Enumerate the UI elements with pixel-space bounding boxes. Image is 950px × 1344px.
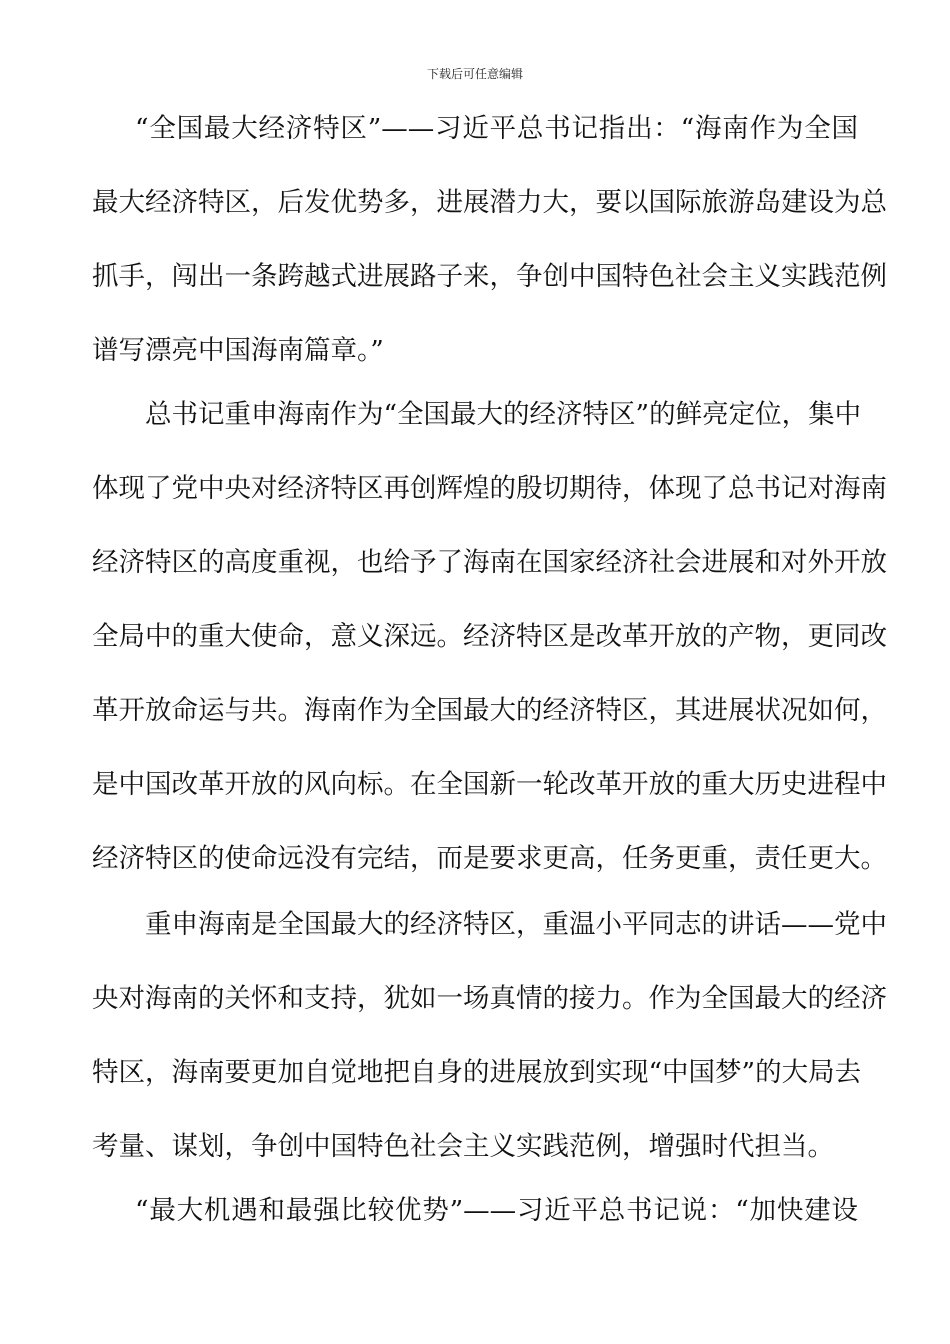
paragraph-3-line-2: 央对海南的关怀和支持，犹如一场真情的接力。作为全国最大的经济	[92, 983, 887, 1014]
paragraph-3-line-3: 特区，海南要更加自觉地把自身的进展放到实现“中国梦”的大局去	[92, 1057, 862, 1088]
paragraph-1-line-3: 抓手，闯出一条跨越式进展路子来，争创中国特色社会主义实践范例	[92, 261, 887, 292]
paragraph-2-line-5: 革开放命运与共。海南作为全国最大的经济特区，其进展状况如何，	[92, 695, 887, 726]
header-note: 下载后可任意编辑	[426, 67, 523, 81]
paragraph-1-line-2: 最大经济特区，后发优势多，进展潜力大，要以国际旅游岛建设为总	[92, 187, 887, 218]
paragraph-1-line-4: 谱写漂亮中国海南篇章。”	[92, 335, 384, 366]
paragraph-3-line-1: 重申海南是全国最大的经济特区，重温小平同志的讲话——党中	[145, 909, 887, 940]
paragraph-1-line-1: “全国最大经济特区”——习近平总书记指出：“海南作为全国	[135, 113, 858, 144]
paragraph-4-line-1: “最大机遇和最强比较优势”——习近平总书记说：“加快建设	[135, 1195, 858, 1226]
paragraph-3-line-4: 考量、谋划，争创中国特色社会主义实践范例，增强时代担当。	[92, 1131, 834, 1162]
paragraph-2-line-1: 总书记重申海南作为“全国最大的经济特区”的鲜亮定位，集中	[145, 399, 862, 430]
paragraph-2-line-7: 经济特区的使命远没有完结，而是要求更高，任务更重，责任更大。	[92, 843, 887, 874]
paragraph-2-line-4: 全局中的重大使命，意义深远。经济特区是改革开放的产物，更同改	[92, 621, 887, 652]
paragraph-2-line-6: 是中国改革开放的风向标。在全国新一轮改革开放的重大历史进程中	[92, 769, 887, 800]
paragraph-2-line-2: 体现了党中央对经济特区再创辉煌的殷切期待，体现了总书记对海南	[92, 473, 887, 504]
paragraph-2-line-3: 经济特区的高度重视，也给予了海南在国家经济社会进展和对外开放	[92, 547, 887, 578]
